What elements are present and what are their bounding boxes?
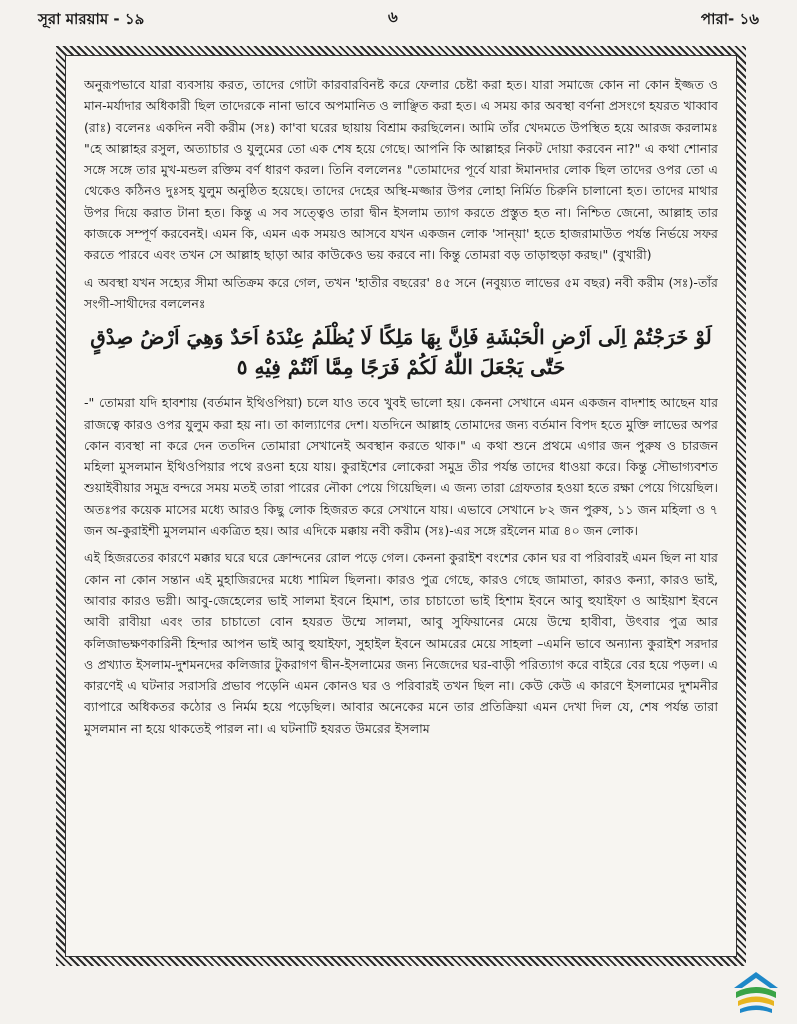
surah-title: সূরা মারয়াম - ১৯ [38, 10, 145, 28]
page-number: ৬ [388, 8, 398, 26]
publisher-logo-icon [730, 968, 782, 1016]
page-header [0, 2, 797, 38]
paragraph-3: -" তোমরা যদি হাবশায় (বর্তমান ইথিওপিয়া) চলে যাও তবে খুবই ভালো হয়। কেননা সেখানে এমন একজন বাদশাহ আছেন যার রাজত্বে কারও ওপর যুলুম করা হয় না। তা কাল্যাণের দেশ। যতদিনে আল্লাহ তোমাদের জন্য বর্তমান বিপদ হতে মুক্তি লাভের অপর কোন ব্যবস্থা না করে দেন ততদিন তোমারা সেখানেই অবস্থান করতে থাক।" এ কথা শুনে প্রথমে এগার জন পুরুষ ও চারজন মহিলা মুসলমান ইথিওপিয়ার পথে রওনা হয়ে যায়। কুরাইশের লোকেরা সমুদ্র তীর পর্যন্ত তাদের ধাওয়া করে। কিন্তু সৌভাগ্যবশত শুয়াইবীয়ার সমুদ্র বন্দরে সময় মতই তারা পারের নৌকা পেয়ে গিয়েছিল। এ জন্য তারা গ্রেফতার হওয়া হতে রক্ষা পেয়ে গিয়েছিল। অতঃপর কয়েক মাসের মধ্যে আরও কিছু লোক হিজরত করে সেখানে যায়। এভাবে সেখানে ৮২ জন পুরুষ, ১১ জন মহিলা ও ৭ জন অ-কুরাইশী মুসলমান একত্রিত হয়। আর এদিকে মক্কায় নবী করীম (সঃ)-এর সঙ্গে রইলেন মাত্র ৪০ জন লোক। [84, 395, 718, 539]
paragraph-2: এ অবস্থা যখন সহ্যের সীমা অতিক্রম করে গেল, তখন 'হাতীর বছরের' ৪৫ সনে (নবুয়্যত লাভের ৫ম বছর) নবী করীম (সঃ)-তাঁর সংগী-সাথীদের বললেনঃ [84, 274, 718, 311]
body-text [84, 74, 718, 944]
paragraph-4: এই হিজরতের কারণে মক্কার ঘরে ঘরে ক্রোন্দনের রোল পড়ে গেল। কেননা কুরাইশ বংশের কোন ঘর বা পরিবারই এমন ছিল না যার কোন না কোন সন্তান এই মুহাজিরদের মধ্যে শামিল ছিলনা। কারও পুত্র গেছে, কারও গেছে জামাতা, কারও কন্যা, কারও ভাই, আবার কারও ভগ্নী। আবু-জেহেলের ভাই সালমা ইবনে হিমাশ, তার চাচাতো ভাই হিশাম ইবনে আবু হুযাইফা ও আইয়াশ ইবনে আবী রাবীয়া এবং তার চাচাতো বোন হযরত উম্মে সালমা, আবু সুফিয়ানের মেয়ে উম্মে হাবীবা, উৎবার পুত্র আর কলিজাভক্ষণকারিনী হিন্দার আপন ভাই আবু হুযাইফা, সুহাইল ইবনে আমরের মেয়ে সাহলা –এমনি ভাবে অন্যান্য কুরাইশ সরদার ও প্রখ্যাত ইসলাম-দুশমনদের কলিজার টুকরাগণ দ্বীন-ইসলামের জন্য নিজেদের ঘর-বাড়ী পরিত্যাগ করে বাইরে বের হয়ে পড়ল। এ কারণেই এ ঘটনার সরাসরি প্রভাব পড়েনি এমন কোনও ঘর ও পরিবারই তখন ছিল না। কেউ কেউ এ কারণে ইসলামের দুশমনীর ব্যাপারে অধিকতর কঠোর ও নির্মম হয়ে পড়েছিল। আবার অনেকের মনে তার প্রতিক্রিয়া এমন দেখা দিল যে, শেষ পর্যন্ত তারা মুসলমান না হয়ে থাকতেই পারল না। এ ঘটনাটি হযরত উমরের ইসলাম [84, 550, 718, 736]
para-label: পারা- ১৬ [700, 10, 759, 28]
arabic-hadith: لَوْ خَرَجْتُمْ اِلَى اَرْضِ الْحَبْشَةِ فَاِنَّ بِهَا مَلِكًا لَا يُظْلَمُ عِنْدَهُ اَحَدٌ وَهِيَ اَرْضُ صِدْقٍ حَتّٰى يَجْعَلَ اللّٰهُ لَكُمْ فَرَجًا مِمَّا اَنْتُمْ فِيْهِ ٥ [90, 325, 712, 380]
paragraph-1: অনুরূপভাবে যারা ব্যবসায় করত, তাদের গোটা কারবারবিনষ্ট করে ফেলার চেষ্টা করা হত। যারা সমাজে কোন না কোন ইজ্জত ও মান-মর্যাদার অধিকারী ছিল তাদেরকে নানা ভাবে অপমানিত ও লাঞ্ছিত করা হত। এ সময় কার অবস্থা বর্ণনা প্রসংগে হযরত খাব্বাব (রাঃ) বলেনঃ একদিন নবী করীম (সঃ) কা'বা ঘরের ছায়ায় বিশ্রাম করছিলেন। আমি তাঁর খেদমতে উপস্থিত হয়ে আরজ করলামঃ "হে আল্লাহর রসুল, অত্যাচার ও যুলুমের তো এক শেষ হয়ে গেছে। আপনি কি আল্লাহর নিকট দোয়া করবেন না?" এ কথা শোনার সঙ্গে সঙ্গে তার মুখ-মন্ডল রক্তিম বর্ণ ধারণ করল। তিনি বললেনঃ "তোমাদের পূর্বে যারা ঈমানদার লোক ছিল তাদের ওপর তো এ থেকেও কঠিনও দুঃসহ যুলুম অনুষ্ঠিত হয়েছে। তাদের দেহের অস্থি-মজ্জার উপর লোহা নির্মিত চিরুনি চালানো হত। তাদের মাথার উপর দিয়ে করাত টানা হত। কিন্তু এ সব সত্ত্বেও তারা দ্বীন ইসলাম ত্যাগ করতে প্রস্তুত হত না। নিশ্চিত জেনো, আল্লাহ তার কাজকে সম্পূর্ণ করবেনই। এমন কি, এমন এক সময়ও আসবে যখন একজন লোক 'সান্য়া' হতে হাজরামাউত পর্যন্ত নির্ভয়ে সফর করতে পারবে এবং তখন সে আল্লাহ ছাড়া আর কাউকেও ভয় করবে না। কিন্তু তোমরা বড় তাড়াহুড়া করছ।" (বুখারী) [84, 77, 718, 263]
